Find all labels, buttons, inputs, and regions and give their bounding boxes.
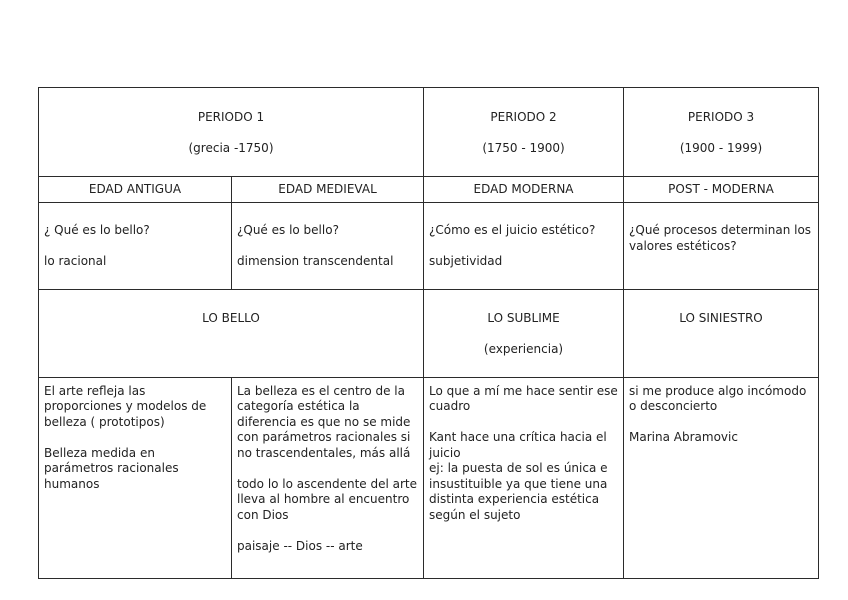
content-cell-antigua: El arte refleja las proporciones y modelos de belleza ( prototipos) Belleza medida en parámetros racionales humanos	[39, 377, 232, 578]
question-cell-moderna	[424, 202, 624, 290]
category-note: (experiencia)	[483, 341, 564, 356]
era-antigua-cell: EDAD ANTIGUA	[39, 176, 232, 202]
period-1-range: (grecia -1750)	[188, 140, 274, 155]
question-cell-antigua	[39, 202, 232, 290]
period-3-range: (1900 - 1999)	[679, 140, 763, 155]
content-cell-moderna: Lo que a mí me hace sentir ese cuadro Kant hace una crítica hacia el juicio ej: la puesta de sol es única e insustituible ya que tiene una distinta experiencia estética según el sujeto	[424, 377, 624, 578]
period-3-cell	[624, 88, 819, 177]
period-1-name: PERIODO 1	[197, 109, 265, 124]
question-text: ¿Qué procesos determinan los valores estéticos?	[629, 223, 812, 253]
period-3-name: PERIODO 3	[687, 109, 755, 124]
question-text: ¿Qué es lo bello?	[237, 223, 339, 237]
period-2-name: PERIODO 2	[490, 109, 557, 124]
periods-row	[39, 88, 819, 177]
question-text: ¿Cómo es el juicio estético?	[429, 223, 596, 237]
category-siniestro-cell	[624, 290, 819, 378]
period-1-cell	[39, 88, 424, 177]
eras-row	[39, 176, 819, 202]
aesthetics-periods-table	[38, 87, 819, 579]
category-name: LO BELLO	[202, 310, 260, 325]
category-name: LO SUBLIME	[487, 310, 560, 325]
question-cell-postmoderna	[624, 202, 819, 290]
content-row	[39, 377, 819, 578]
category-sublime-cell	[424, 290, 624, 378]
category-name: LO SINIESTRO	[679, 310, 763, 325]
era-moderna-cell: EDAD MODERNA	[424, 176, 624, 202]
categories-row	[39, 290, 819, 378]
era-medieval-cell: EDAD MEDIEVAL	[232, 176, 424, 202]
content-cell-medieval: La belleza es el centro de la categoría estética la diferencia es que no se mide con parámetros racionales si no trascendentales, más allá todo lo lo ascendente del arte lleva al hombre al encuentro con Dios paisaje -- Dios -- arte	[232, 377, 424, 578]
question-cell-medieval	[232, 202, 424, 290]
questions-row	[39, 202, 819, 290]
period-2-cell	[424, 88, 624, 177]
answer-text: dimension transcendental	[237, 254, 394, 268]
question-text: ¿ Qué es lo bello?	[44, 223, 150, 237]
content-cell-postmoderna: si me produce algo incómodo o desconcierto Marina Abramovic	[624, 377, 819, 578]
answer-text: subjetividad	[429, 254, 503, 268]
answer-text: lo racional	[44, 254, 107, 268]
era-postmoderna-cell: POST - MODERNA	[624, 176, 819, 202]
category-bello-cell	[39, 290, 424, 378]
period-2-range: (1750 - 1900)	[482, 140, 565, 155]
